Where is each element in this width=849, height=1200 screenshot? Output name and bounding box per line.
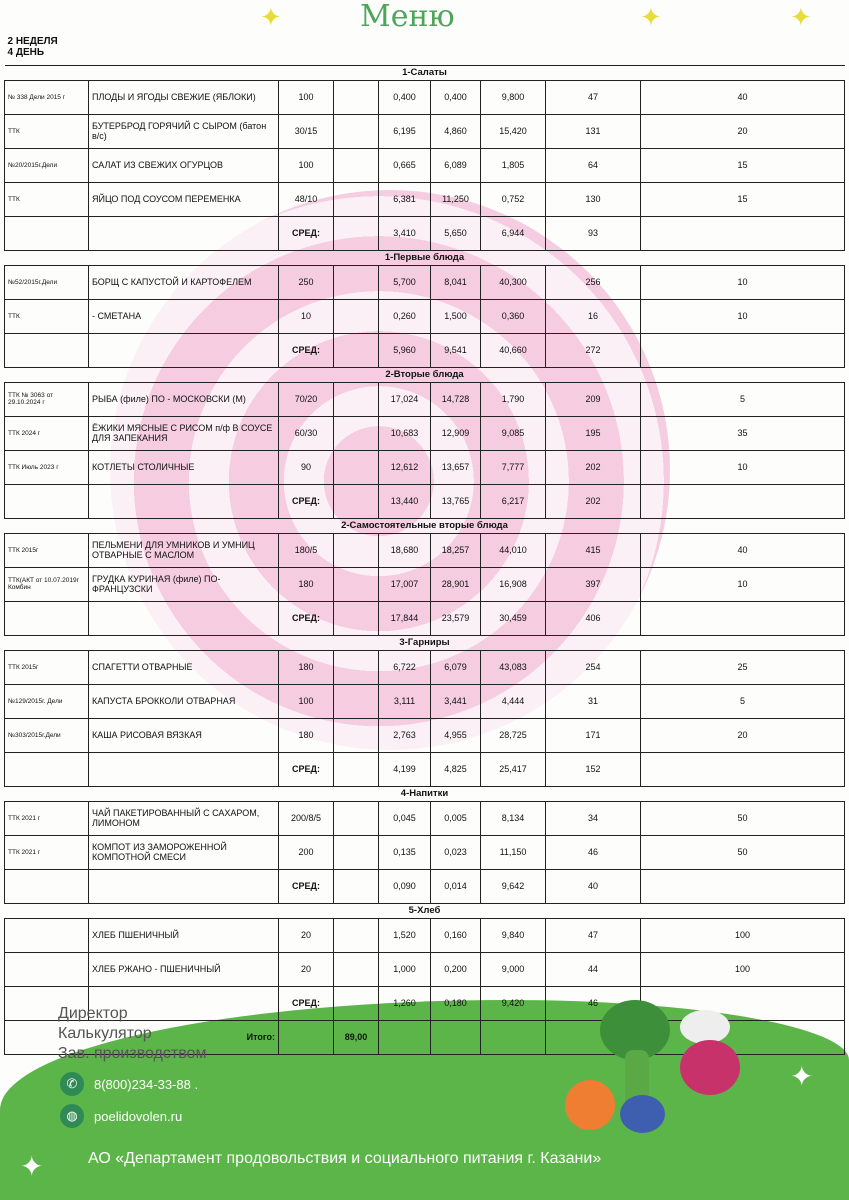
empty-cell: [89, 601, 279, 635]
table-row: [5, 650, 845, 684]
avg-kcal: 272: [546, 333, 641, 367]
price-value: 20: [641, 718, 845, 752]
table-row: [5, 114, 845, 148]
empty-cell: [334, 148, 379, 182]
carbs-value: 11,150: [481, 835, 546, 869]
menu-table: [4, 35, 845, 1055]
avg-fat: 4,825: [431, 752, 481, 786]
protein-value: 18,680: [379, 533, 431, 567]
empty-cell: [334, 650, 379, 684]
empty-cell: [89, 216, 279, 250]
empty-cell: [334, 918, 379, 952]
protein-value: 1,000: [379, 952, 431, 986]
kcal-value: 64: [546, 148, 641, 182]
price-value: 50: [641, 835, 845, 869]
recipe-code: ТТК 2024 г: [5, 416, 89, 450]
portion-weight: 20: [279, 952, 334, 986]
carbs-value: 40,300: [481, 265, 546, 299]
fat-value: 0,023: [431, 835, 481, 869]
empty-cell: [334, 80, 379, 114]
avg-carbs: 25,417: [481, 752, 546, 786]
average-label: СРЕД:: [279, 216, 334, 250]
avg-carbs: 6,217: [481, 484, 546, 518]
dish-name: БУТЕРБРОД ГОРЯЧИЙ С СЫРОМ (батон в/с): [89, 114, 279, 148]
table-row: [5, 80, 845, 114]
average-row: [5, 333, 845, 367]
avg-protein: 1,260: [379, 986, 431, 1020]
kcal-value: 130: [546, 182, 641, 216]
kcal-value: 34: [546, 801, 641, 835]
dish-name: КОТЛЕТЫ СТОЛИЧНЫЕ: [89, 450, 279, 484]
recipe-code: №20/2015г.Дели: [5, 148, 89, 182]
recipe-code: [5, 952, 89, 986]
empty-cell: [334, 484, 379, 518]
fat-value: 12,909: [431, 416, 481, 450]
table-row: [5, 567, 845, 601]
fat-value: 14,728: [431, 382, 481, 416]
table-row: [5, 148, 845, 182]
fat-value: 0,005: [431, 801, 481, 835]
dish-name: ЁЖИКИ МЯСНЫЕ С РИСОМ п/ф В СОУСЕ ДЛЯ ЗАПЕКАНИЯ: [89, 416, 279, 450]
table-row: [5, 684, 845, 718]
section-header: [5, 250, 845, 265]
kcal-value: 44: [546, 952, 641, 986]
avg-fat: 0,180: [431, 986, 481, 1020]
empty-cell: [641, 484, 845, 518]
kcal-value: 256: [546, 265, 641, 299]
carbs-value: 9,085: [481, 416, 546, 450]
empty-cell: [89, 333, 279, 367]
avg-protein: 3,410: [379, 216, 431, 250]
empty-cell: [334, 952, 379, 986]
signature-calculator: Калькулятор: [58, 1025, 152, 1042]
recipe-code: №129/2015г. Дели: [5, 684, 89, 718]
table-row: [5, 265, 845, 299]
avg-fat: 9,541: [431, 333, 481, 367]
section-title: 2-Самостоятельные вторые блюда: [5, 518, 845, 533]
empty-cell: [334, 718, 379, 752]
kcal-value: 209: [546, 382, 641, 416]
empty-cell: [641, 1020, 845, 1054]
avg-carbs: 9,420: [481, 986, 546, 1020]
price-value: 100: [641, 918, 845, 952]
kcal-value: 202: [546, 450, 641, 484]
globe-icon: ◍: [60, 1104, 84, 1128]
carbs-value: 9,000: [481, 952, 546, 986]
empty-cell: [431, 1020, 481, 1054]
empty-cell: [334, 265, 379, 299]
menu-header: [5, 35, 845, 65]
avg-fat: 0,014: [431, 869, 481, 903]
empty-cell: [379, 1020, 431, 1054]
carbs-value: 7,777: [481, 450, 546, 484]
empty-cell: [334, 801, 379, 835]
empty-cell: [334, 450, 379, 484]
carbs-value: 0,752: [481, 182, 546, 216]
carbs-value: 8,134: [481, 801, 546, 835]
price-value: 20: [641, 114, 845, 148]
kcal-value: 397: [546, 567, 641, 601]
avg-carbs: 40,660: [481, 333, 546, 367]
empty-cell: [334, 752, 379, 786]
dish-name: ПЛОДЫ И ЯГОДЫ СВЕЖИЕ (ЯБЛОКИ): [89, 80, 279, 114]
empty-cell: [5, 216, 89, 250]
empty-cell: [334, 216, 379, 250]
organization-name: АО «Департамент продовольствия и социального питания г. Казани»: [88, 1150, 602, 1167]
total-value: 89,00: [334, 1020, 379, 1054]
sparkle-icon: ✦: [260, 2, 282, 32]
dish-name: ПЕЛЬМЕНИ ДЛЯ УМНИКОВ И УМНИЦ ОТВАРНЫЕ С МАСЛОМ: [89, 533, 279, 567]
kcal-value: 171: [546, 718, 641, 752]
empty-cell: [334, 333, 379, 367]
fat-value: 6,089: [431, 148, 481, 182]
avg-carbs: 9,642: [481, 869, 546, 903]
portion-weight: 100: [279, 80, 334, 114]
carbs-value: 15,420: [481, 114, 546, 148]
protein-value: 10,683: [379, 416, 431, 450]
signature-director: Директор: [58, 1005, 128, 1022]
empty-cell: [641, 986, 845, 1020]
portion-weight: 70/20: [279, 382, 334, 416]
average-label: СРЕД:: [279, 986, 334, 1020]
kcal-value: 46: [546, 835, 641, 869]
protein-value: 3,111: [379, 684, 431, 718]
avg-carbs: 30,459: [481, 601, 546, 635]
avg-protein: 13,440: [379, 484, 431, 518]
day-label: 4 ДЕНЬ: [7, 47, 45, 58]
empty-cell: [334, 533, 379, 567]
empty-cell: [279, 1020, 334, 1054]
table-row: [5, 182, 845, 216]
protein-value: 12,612: [379, 450, 431, 484]
table-row: [5, 801, 845, 835]
fat-value: 0,200: [431, 952, 481, 986]
empty-cell: [481, 1020, 546, 1054]
dish-name: КАПУСТА БРОККОЛИ ОТВАРНАЯ: [89, 684, 279, 718]
protein-value: 0,045: [379, 801, 431, 835]
avg-kcal: 46: [546, 986, 641, 1020]
kcal-value: 415: [546, 533, 641, 567]
table-row: [5, 918, 845, 952]
fat-value: 3,441: [431, 684, 481, 718]
price-value: 5: [641, 684, 845, 718]
phone-icon: ✆: [60, 1072, 84, 1096]
price-value: 40: [641, 533, 845, 567]
dish-name: - СМЕТАНА: [89, 299, 279, 333]
dish-name: ХЛЕБ ПШЕНИЧНЫЙ: [89, 918, 279, 952]
empty-cell: [89, 869, 279, 903]
table-row: [5, 718, 845, 752]
signature-production-head: Зав. производством: [58, 1045, 207, 1062]
empty-cell: [334, 114, 379, 148]
kcal-value: 31: [546, 684, 641, 718]
phone-contact[interactable]: [60, 1072, 198, 1096]
phone-number: 8(800)234-33-88 .: [94, 1076, 199, 1092]
section-header: [5, 786, 845, 801]
portion-weight: 90: [279, 450, 334, 484]
protein-value: 6,195: [379, 114, 431, 148]
section-header: [5, 635, 845, 650]
dish-name: ХЛЕБ РЖАНО - ПШЕНИЧНЫЙ: [89, 952, 279, 986]
empty-cell: [334, 601, 379, 635]
fat-value: 6,079: [431, 650, 481, 684]
carbs-value: 43,083: [481, 650, 546, 684]
protein-value: 6,722: [379, 650, 431, 684]
table-row: [5, 382, 845, 416]
empty-cell: [641, 752, 845, 786]
protein-value: 1,520: [379, 918, 431, 952]
fat-value: 0,400: [431, 80, 481, 114]
price-value: 50: [641, 801, 845, 835]
portion-weight: 200: [279, 835, 334, 869]
portion-weight: 48/10: [279, 182, 334, 216]
recipe-code: ТТК Июль 2023 г: [5, 450, 89, 484]
fat-value: 4,860: [431, 114, 481, 148]
recipe-code: ТТК(АКТ от 10.07.2019г Комбин: [5, 567, 89, 601]
recipe-code: № 338 Дели 2015 г: [5, 80, 89, 114]
price-value: 40: [641, 80, 845, 114]
empty-cell: [89, 484, 279, 518]
carbs-value: 4,444: [481, 684, 546, 718]
empty-cell: [641, 216, 845, 250]
table-row: [5, 299, 845, 333]
portion-weight: 180: [279, 650, 334, 684]
portion-weight: 250: [279, 265, 334, 299]
recipe-code: №303/2015г.Дели: [5, 718, 89, 752]
website-link: poelidovolen.ru: [94, 1108, 183, 1124]
price-value: 25: [641, 650, 845, 684]
empty-cell: [334, 835, 379, 869]
average-row: [5, 216, 845, 250]
recipe-code: ТТК: [5, 299, 89, 333]
kcal-value: 195: [546, 416, 641, 450]
kcal-value: 131: [546, 114, 641, 148]
dish-name: ГРУДКА КУРИНАЯ (филе) ПО-ФРАНЦУЗСКИ: [89, 567, 279, 601]
avg-kcal: 202: [546, 484, 641, 518]
avg-protein: 4,199: [379, 752, 431, 786]
empty-cell: [334, 416, 379, 450]
dish-name: СПАГЕТТИ ОТВАРНЫЕ: [89, 650, 279, 684]
price-value: 10: [641, 265, 845, 299]
avg-fat: 13,765: [431, 484, 481, 518]
avg-protein: 5,960: [379, 333, 431, 367]
empty-cell: [334, 382, 379, 416]
avg-fat: 23,579: [431, 601, 481, 635]
avg-kcal: 93: [546, 216, 641, 250]
dish-name: РЫБА (филе) ПО - МОСКОВСКИ (М): [89, 382, 279, 416]
recipe-code: [5, 918, 89, 952]
carbs-value: 1,790: [481, 382, 546, 416]
dish-name: БОРЩ С КАПУСТОЙ И КАРТОФЕЛЕМ: [89, 265, 279, 299]
price-value: 10: [641, 450, 845, 484]
average-row: [5, 752, 845, 786]
section-title: 1-Салаты: [5, 65, 845, 80]
dish-name: КОМПОТ ИЗ ЗАМОРОЖЕННОЙ КОМПОТНОЙ СМЕСИ: [89, 835, 279, 869]
portion-weight: 60/30: [279, 416, 334, 450]
section-title: 1-Первые блюда: [5, 250, 845, 265]
average-label: СРЕД:: [279, 752, 334, 786]
avg-protein: 0,090: [379, 869, 431, 903]
table-row: [5, 416, 845, 450]
average-label: СРЕД:: [279, 869, 334, 903]
empty-cell: [334, 869, 379, 903]
fat-value: 13,657: [431, 450, 481, 484]
recipe-code: ТТК: [5, 114, 89, 148]
protein-value: 0,400: [379, 80, 431, 114]
website-contact[interactable]: [60, 1104, 182, 1128]
price-value: 15: [641, 182, 845, 216]
empty-cell: [334, 182, 379, 216]
recipe-code: ТТК: [5, 182, 89, 216]
price-value: 35: [641, 416, 845, 450]
empty-cell: [5, 752, 89, 786]
portion-weight: 20: [279, 918, 334, 952]
price-value: 100: [641, 952, 845, 986]
carbs-value: 9,840: [481, 918, 546, 952]
sparkle-icon: ✦: [20, 1151, 44, 1182]
carbs-value: 9,800: [481, 80, 546, 114]
recipe-code: ТТК 2021 г: [5, 835, 89, 869]
empty-cell: [5, 333, 89, 367]
fat-value: 11,250: [431, 182, 481, 216]
avg-kcal: 40: [546, 869, 641, 903]
carbs-value: 16,908: [481, 567, 546, 601]
protein-value: 17,007: [379, 567, 431, 601]
empty-cell: [334, 986, 379, 1020]
protein-value: 0,135: [379, 835, 431, 869]
avg-carbs: 6,944: [481, 216, 546, 250]
price-value: 10: [641, 299, 845, 333]
carbs-value: 1,805: [481, 148, 546, 182]
section-header: [5, 903, 845, 918]
average-label: СРЕД:: [279, 601, 334, 635]
avg-fat: 5,650: [431, 216, 481, 250]
recipe-code: ТТК № 3063 от 29.10.2024 г: [5, 382, 89, 416]
fat-value: 4,955: [431, 718, 481, 752]
protein-value: 2,763: [379, 718, 431, 752]
table-row: [5, 952, 845, 986]
empty-cell: [641, 601, 845, 635]
total-label: Итого:: [5, 1020, 279, 1054]
kcal-value: 47: [546, 918, 641, 952]
sparkle-icon: ✦: [790, 1061, 814, 1092]
fat-value: 8,041: [431, 265, 481, 299]
empty-cell: [89, 752, 279, 786]
price-value: 15: [641, 148, 845, 182]
empty-cell: [5, 601, 89, 635]
protein-value: 17,024: [379, 382, 431, 416]
week-label: 2 НЕДЕЛЯ: [7, 36, 58, 47]
section-title: 2-Вторые блюда: [5, 367, 845, 382]
price-value: 5: [641, 382, 845, 416]
carbs-value: 28,725: [481, 718, 546, 752]
table-row: [5, 450, 845, 484]
recipe-code: ТТК 2021 г: [5, 801, 89, 835]
portion-weight: 10: [279, 299, 334, 333]
dish-name: ЯЙЦО ПОД СОУСОМ ПЕРЕМЕНКА: [89, 182, 279, 216]
kcal-value: 254: [546, 650, 641, 684]
portion-weight: 180: [279, 718, 334, 752]
section-header: [5, 367, 845, 382]
empty-cell: [334, 299, 379, 333]
carbs-value: 0,360: [481, 299, 546, 333]
empty-cell: [5, 869, 89, 903]
average-row: [5, 484, 845, 518]
recipe-code: №52/2015г.Дели: [5, 265, 89, 299]
empty-cell: [334, 684, 379, 718]
avg-kcal: 152: [546, 752, 641, 786]
kcal-value: 16: [546, 299, 641, 333]
fat-value: 1,500: [431, 299, 481, 333]
carbs-value: 44,010: [481, 533, 546, 567]
empty-cell: [641, 333, 845, 367]
table-row: [5, 533, 845, 567]
protein-value: 0,260: [379, 299, 431, 333]
kcal-value: 47: [546, 80, 641, 114]
section-header: [5, 65, 845, 80]
empty-cell: [641, 869, 845, 903]
section-title: 3-Гарниры: [5, 635, 845, 650]
table-row: [5, 835, 845, 869]
price-value: 10: [641, 567, 845, 601]
average-row: [5, 869, 845, 903]
portion-weight: 180/5: [279, 533, 334, 567]
portion-weight: 30/15: [279, 114, 334, 148]
avg-kcal: 406: [546, 601, 641, 635]
portion-weight: 100: [279, 148, 334, 182]
average-label: СРЕД:: [279, 333, 334, 367]
section-header: [5, 518, 845, 533]
protein-value: 0,665: [379, 148, 431, 182]
average-label: СРЕД:: [279, 484, 334, 518]
portion-weight: 200/8/5: [279, 801, 334, 835]
avg-protein: 17,844: [379, 601, 431, 635]
section-title: 4-Напитки: [5, 786, 845, 801]
dish-name: КАША РИСОВАЯ ВЯЗКАЯ: [89, 718, 279, 752]
average-row: [5, 601, 845, 635]
fat-value: 18,257: [431, 533, 481, 567]
empty-cell: [5, 484, 89, 518]
sparkle-icon: ✦: [790, 2, 812, 32]
portion-weight: 180: [279, 567, 334, 601]
sparkle-icon: ✦: [640, 2, 662, 32]
fat-value: 28,901: [431, 567, 481, 601]
portion-weight: 100: [279, 684, 334, 718]
recipe-code: ТТК 2015г: [5, 650, 89, 684]
dish-name: ЧАЙ ПАКЕТИРОВАННЫЙ С САХАРОМ, ЛИМОНОМ: [89, 801, 279, 835]
protein-value: 6,381: [379, 182, 431, 216]
empty-cell: [334, 567, 379, 601]
dish-name: САЛАТ ИЗ СВЕЖИХ ОГУРЦОВ: [89, 148, 279, 182]
section-title: 5-Хлеб: [5, 903, 845, 918]
fat-value: 0,160: [431, 918, 481, 952]
menu-handwritten-title: Меню: [360, 0, 455, 34]
recipe-code: ТТК 2015г: [5, 533, 89, 567]
protein-value: 5,700: [379, 265, 431, 299]
